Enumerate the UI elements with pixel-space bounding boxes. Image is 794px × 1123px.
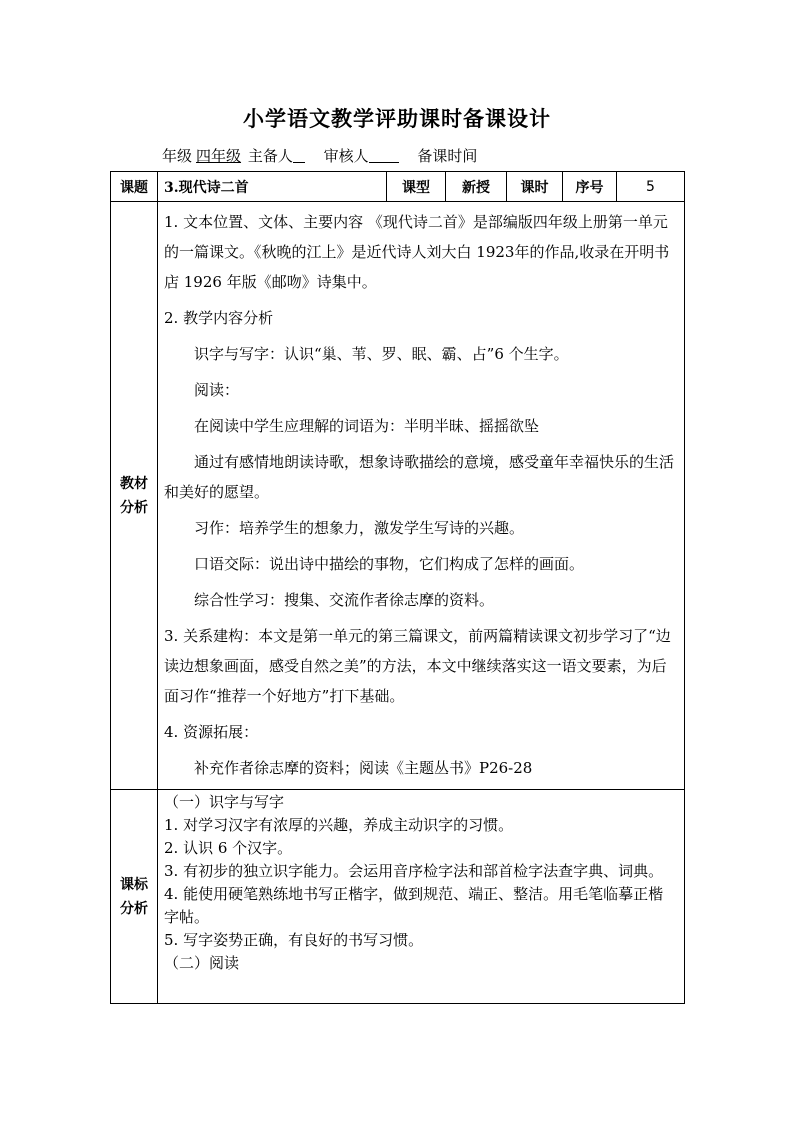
material-paragraph: 识字与写字：认识“巢、苇、罗、眠、霸、占”6 个生字。 <box>194 345 569 363</box>
lesson-meta <box>162 145 477 166</box>
curriculum-line: 3. 有初步的独立识字能力。会运用音序检字法和部首检字法查字典、词典。 <box>164 862 664 880</box>
material-label <box>111 202 158 790</box>
page-title: 小学语文教学评助课时备课设计 <box>243 106 551 131</box>
curriculum-line: 2. 认识 6 个汉字。 <box>164 839 293 857</box>
material-paragraph: 在阅读中学生应理解的词语为：半明半昧、摇摇欲坠 <box>194 417 540 435</box>
reviewer-label: 审核人 <box>323 147 369 165</box>
curriculum-label <box>111 790 158 1004</box>
author-label: 主备人 <box>247 147 293 165</box>
material-paragraph: 补充作者徐志摩的资料；阅读《主题丛书》P26-28 <box>194 759 533 777</box>
topic-label: 课题 <box>111 172 158 202</box>
time-label: 备课时间 <box>417 147 478 165</box>
number-value: 5 <box>617 172 685 202</box>
material-content <box>158 202 685 790</box>
type-value: 新授 <box>446 172 507 202</box>
grade-label: 年级 <box>162 147 193 165</box>
curriculum-line: 1. 对学习汉字有浓厚的兴趣，养成主动识字的习惯。 <box>164 816 514 834</box>
material-paragraph: 习作：培养学生的想象力，激发学生写诗的兴趣。 <box>194 519 525 537</box>
material-paragraph: 3. 关系建构：本文是第一单元的第三篇课文，前两篇精读课文初步学习了“边读边想象画面，感受自然之美”的方法，本文中继续落实这一语文要素，为后面习作“推荐一个好地方”打下基础。 <box>164 627 671 705</box>
curriculum-line: （一）识字与写字 <box>164 793 285 811</box>
curriculum-line: （二）阅读 <box>164 954 240 972</box>
curriculum-label-text: 课标分析 <box>120 876 148 917</box>
material-paragraph: 阅读： <box>194 381 240 399</box>
type-label: 课型 <box>387 172 446 202</box>
material-paragraph: 2. 教学内容分析 <box>164 309 274 327</box>
reviewer-blank <box>369 148 399 163</box>
curriculum-content <box>158 790 685 1004</box>
material-paragraph: 口语交际：说出诗中描绘的事物，它们构成了怎样的画面。 <box>194 555 585 573</box>
author-blank <box>293 148 305 163</box>
material-paragraph: 4. 资源拓展： <box>164 723 259 741</box>
material-row <box>111 202 685 790</box>
header-row <box>111 172 685 202</box>
material-label-text: 教材分析 <box>120 475 148 516</box>
period-label: 课时 <box>507 172 563 202</box>
topic-value: 3.现代诗二首 <box>158 172 387 202</box>
curriculum-row <box>111 790 685 1004</box>
grade-value: 四年级 <box>196 147 242 165</box>
material-paragraph: 综合性学习：搜集、交流作者徐志摩的资料。 <box>194 591 495 609</box>
material-paragraph: 1. 文本位置、文体、主要内容 《现代诗二首》是部编版四年级上册第一单元的一篇课文。《秋晚的江上》是近代诗人刘大白 1923年的作品,收录在开明书店 1926 年版《邮吻》诗集中。 <box>164 213 670 291</box>
curriculum-line: 5. 写字姿势正确，有良好的书写习惯。 <box>164 931 424 949</box>
number-label: 序号 <box>563 172 617 202</box>
lesson-table <box>110 171 685 1004</box>
material-paragraph: 通过有感情地朗读诗歌，想象诗歌描绘的意境，感受童年幸福快乐的生活和美好的愿望。 <box>164 453 675 501</box>
curriculum-line: 4. 能使用硬笔熟练地书写正楷字，做到规范、端正、整洁。用毛笔临摹正楷字帖。 <box>164 885 664 926</box>
